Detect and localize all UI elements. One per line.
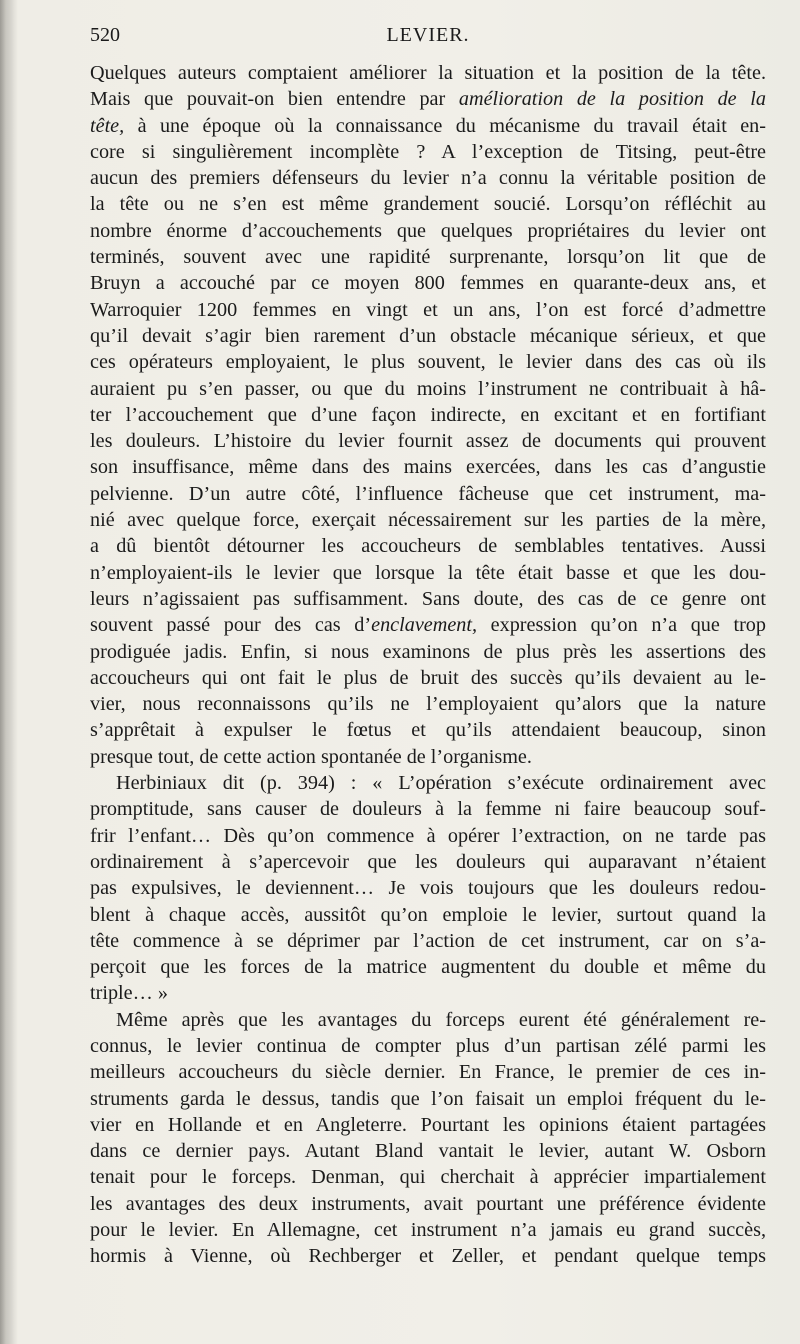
text-span: Même après que les avantages du forceps eurent été généralement re- (116, 1008, 766, 1031)
text-span: dans ce dernier pays. Autant Bland vantait le levier, autant W. Osborn (90, 1140, 766, 1163)
text-span: Herbiniaux dit (p. 394) : « L’opération s’exécute ordinairement avec (116, 772, 766, 795)
text-span: leurs n’agissaient pas suffisamment. Sans doute, des cas de ce genre ont (90, 587, 766, 610)
text-line (90, 297, 766, 323)
text-span: promptitude, sans causer de douleurs à la femme ni faire beaucoup souf- (90, 798, 766, 821)
text-span: accoucheurs qui ont fait le plus de bruit des succès qu’ils devaient au le- (90, 666, 766, 689)
text-line (90, 376, 766, 402)
text-line (90, 796, 766, 822)
italic-text: enclavement, (371, 614, 478, 637)
text-line (90, 139, 766, 165)
text-span: souvent passé pour des cas d’ (90, 614, 372, 637)
text-line (90, 244, 766, 270)
text-line (90, 665, 766, 691)
running-header (90, 24, 766, 54)
text-span: Bruyn a accouché par ce moyen 800 femmes en quarante-deux ans, et (90, 272, 766, 295)
text-line (90, 402, 766, 428)
text-span: blent à chaque accès, aussitôt qu’on emploie le levier, surtout quand la (90, 903, 766, 926)
text-line (90, 1138, 766, 1164)
text-span: perçoit que les forces de la matrice augmentent du double et même du (90, 956, 766, 979)
text-line (90, 1243, 766, 1269)
text-span: meilleurs accoucheurs du siècle dernier. En France, le premier de ces in- (90, 1061, 766, 1084)
text-span: la tête ou ne s’en est même grandement soucié. Lorsqu’on réfléchit au (90, 193, 766, 216)
text-span: connus, le levier continua de compter plus d’un partisan zélé parmi les (90, 1034, 766, 1057)
text-line (90, 349, 766, 375)
text-span: vier, nous reconnaissons qu’ils ne l’employaient qu’alors que la nature (90, 693, 766, 716)
text-line (90, 507, 766, 533)
text-span: ordinairement à s’apercevoir que les douleurs qui auparavant n’étaient (90, 850, 766, 873)
text-line (90, 770, 766, 796)
text-line (90, 954, 766, 980)
text-line (90, 691, 766, 717)
text-span: pelvienne. D’un autre côté, l’influence fâcheuse que cet instrument, ma- (90, 482, 766, 505)
text-line (90, 323, 766, 349)
text-span: aucun des premiers défenseurs du levier n’a connu la véritable position de (90, 167, 766, 190)
italic-text: tête, (90, 114, 125, 137)
text-span: les douleurs. L’histoire du levier fournit assez de documents qui prouvent (90, 430, 766, 453)
text-line (90, 191, 766, 217)
text-span: les avantages des deux instruments, avait pourtant une préférence évidente (90, 1192, 766, 1215)
text-span: tenait pour le forceps. Denman, qui cherchait à apprécier impartialement (90, 1166, 766, 1189)
text-line (90, 1112, 766, 1138)
text-span: pas expulsives, le deviennent… Je vois toujours que les douleurs redou- (90, 877, 766, 900)
text-span: à une époque où la connaissance du mécanisme du travail était en- (124, 114, 766, 137)
text-line (90, 928, 766, 954)
text-span: prodiguée jadis. Enfin, si nous examinons de plus près les assertions des (90, 640, 766, 663)
text-line (90, 902, 766, 928)
text-line (90, 481, 766, 507)
text-line (90, 980, 766, 1006)
text-line (90, 165, 766, 191)
text-line (90, 113, 766, 139)
text-span: expression qu’on n’a que trop (477, 614, 766, 637)
running-title: LEVIER. (386, 24, 470, 46)
text-line (90, 639, 766, 665)
text-line (90, 875, 766, 901)
text-span: pour le levier. En Allemagne, cet instrument n’a jamais eu grand succès, (90, 1219, 766, 1242)
text-line (90, 744, 766, 770)
text-span: ces opérateurs employaient, le plus souvent, le levier dans des cas où ils (90, 351, 766, 374)
text-span: core si singulièrement incomplète ? A l’exception de Titsing, peut-être (90, 140, 766, 163)
text-span: s’apprêtait à expulser le fœtus et qu’ils attendaient beaucoup, sinon (90, 719, 766, 742)
text-span: Mais que pouvait-on bien entendre par (90, 88, 459, 111)
text-span: n’employaient-ils le levier que lorsque la tête était basse et que les dou- (90, 561, 766, 584)
text-span: hormis à Vienne, où Rechberger et Zeller, et pendant quelque temps (90, 1245, 766, 1268)
text-line (90, 86, 766, 112)
text-span: presque tout, de cette action spontanée de l’organisme. (90, 745, 532, 768)
text-line (90, 560, 766, 586)
text-line (90, 454, 766, 480)
text-line (90, 1007, 766, 1033)
text-span: nombre énorme d’accouchements que quelques propriétaires du levier ont (90, 219, 766, 242)
body-text (90, 60, 766, 1270)
text-line (90, 428, 766, 454)
text-line (90, 612, 766, 638)
text-span: Warroquier 1200 femmes en vingt et un ans, l’on est forcé d’admettre (90, 298, 766, 321)
page-number: 520 (90, 24, 120, 46)
text-span: qu’il devait s’agir bien rarement d’un obstacle mécanique sérieux, et que (90, 324, 766, 347)
text-line (90, 1033, 766, 1059)
text-span: vier en Hollande et en Angleterre. Pourtant les opinions étaient partagées (90, 1113, 766, 1136)
text-span: nié avec quelque force, exerçait nécessairement sur les parties de la mère, (90, 509, 766, 532)
text-line (90, 1217, 766, 1243)
text-line (90, 218, 766, 244)
text-line (90, 1164, 766, 1190)
text-span: a dû bientôt détourner les accoucheurs de semblables tentatives. Aussi (90, 535, 766, 558)
text-span: auraient pu s’en passer, ou que du moins l’instrument ne contribuait à hâ- (90, 377, 766, 400)
text-span: struments garda le dessus, tandis que l’on faisait un emploi fréquent du le- (90, 1087, 766, 1110)
text-line (90, 1086, 766, 1112)
text-span: triple… » (90, 982, 168, 1005)
text-line (90, 586, 766, 612)
text-span: tête commence à se déprimer par l’action de cet instrument, car on s’a- (90, 929, 766, 952)
italic-text: amélioration de la position de la (458, 88, 766, 111)
text-line (90, 717, 766, 743)
page-gutter-shadow (0, 0, 18, 1344)
text-line (90, 823, 766, 849)
text-line (90, 270, 766, 296)
text-line (90, 849, 766, 875)
text-span: Quelques auteurs comptaient améliorer la situation et la position de la tête. (90, 62, 766, 84)
text-line (90, 1059, 766, 1085)
text-span: terminés, souvent avec une rapidité surprenante, lorsqu’on lit que de (90, 246, 766, 269)
text-span: son insuffisance, même dans des mains exercées, dans les cas d’angustie (90, 456, 766, 479)
text-line (90, 533, 766, 559)
text-line (90, 1191, 766, 1217)
text-span: ter l’accouchement que d’une façon indirecte, en excitant et en fortifiant (90, 403, 766, 426)
text-line (90, 60, 766, 86)
text-span: frir l’enfant… Dès qu’on commence à opérer l’extraction, on ne tarde pas (90, 824, 766, 847)
